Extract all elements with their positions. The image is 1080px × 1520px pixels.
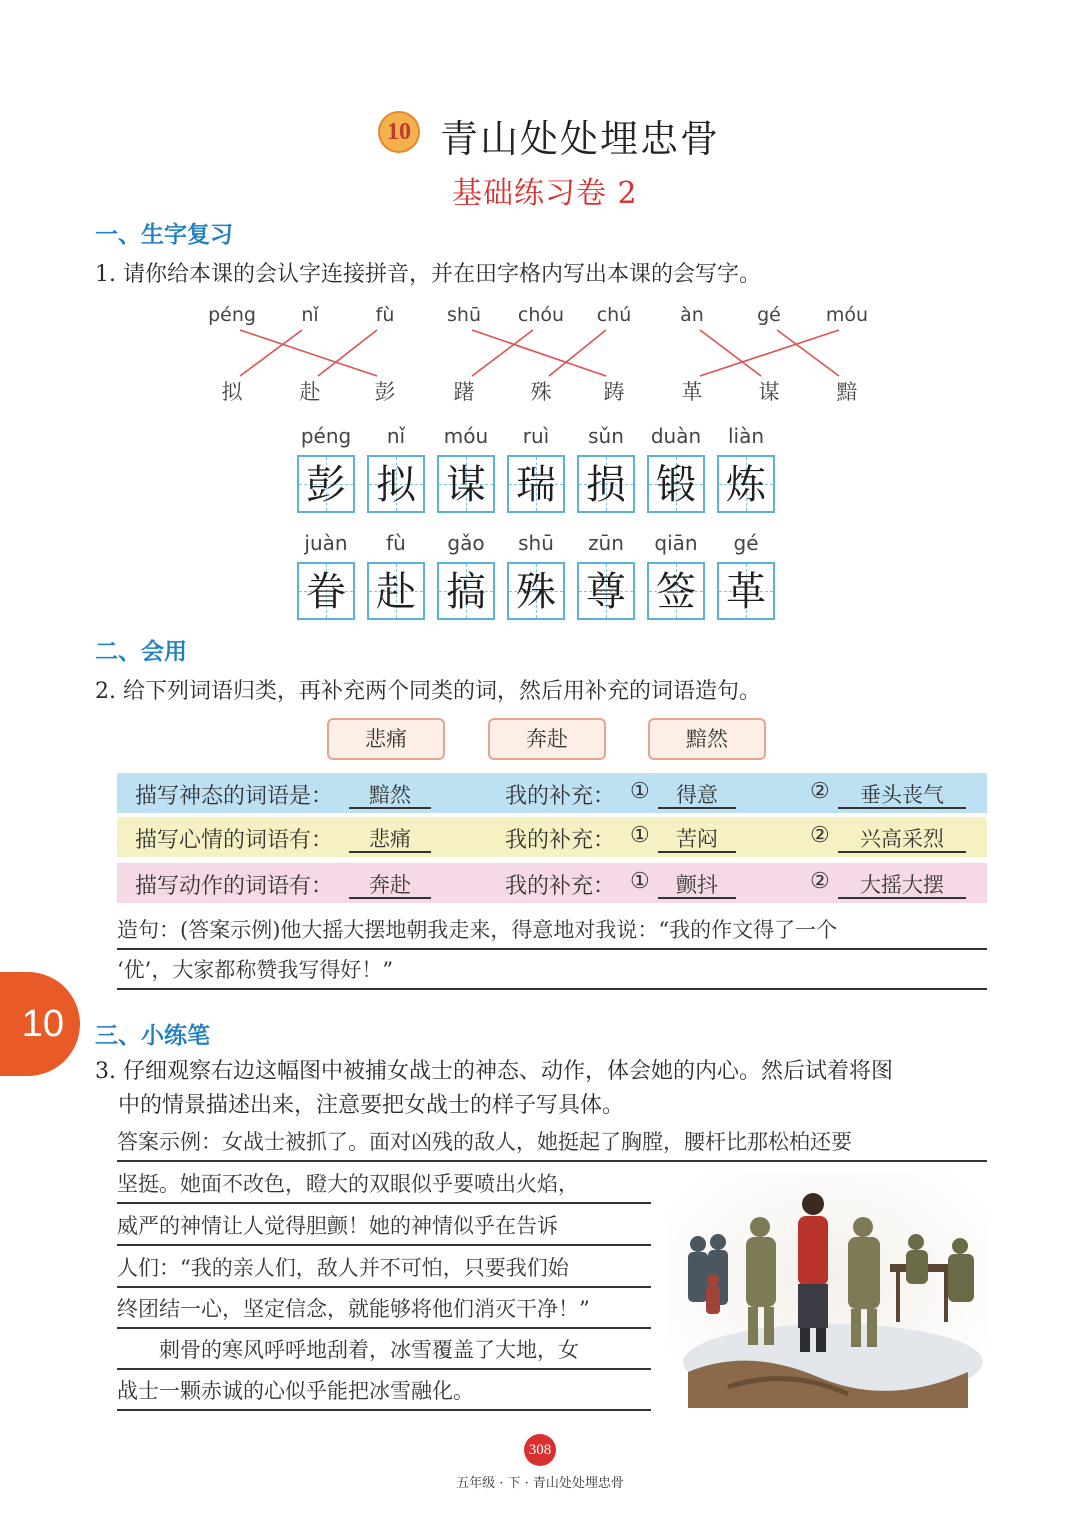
char-bottom-2: 赴: [299, 380, 321, 404]
row-answer: 奔赴: [349, 869, 431, 899]
match-line-4: [472, 330, 606, 376]
row-n2: ②: [810, 779, 830, 804]
classification-row-1: [117, 773, 987, 813]
row-n2: ②: [810, 869, 830, 894]
pinyin-top-9: móu: [825, 304, 869, 326]
pinyin-top-1: péng: [208, 304, 256, 326]
word-box-3: 黯然: [648, 718, 766, 760]
grid-character: 损: [586, 462, 626, 508]
grid-character: 签: [656, 569, 696, 615]
grid-character: 尊: [586, 569, 626, 615]
row-a2: 大摇大摆: [838, 869, 966, 899]
match-line-2: [240, 330, 302, 376]
tianzige-cell: [297, 562, 355, 620]
grid-character: 炼: [726, 462, 766, 508]
answer-line-1: 答案示例：女战士被抓了。面对凶残的敌人，她挺起了胸膛，腰杆比那松柏还要: [117, 1124, 987, 1162]
char-bottom-9: 黯: [836, 380, 858, 404]
grid-pinyin: péng: [300, 424, 352, 448]
tianzige-cell: [367, 562, 425, 620]
grid-pinyin: gǎo: [447, 531, 485, 555]
lesson-title: 青山处处埋忠骨: [440, 117, 721, 161]
grid-pinyin: duàn: [650, 424, 702, 448]
grid-character: 谋: [446, 462, 486, 508]
tianzige-cell: [437, 562, 495, 620]
page-number-badge: 308: [524, 1434, 556, 1466]
grid-pinyin: ruì: [522, 424, 550, 448]
tianzige-cell: [717, 562, 775, 620]
classification-row-3: [117, 863, 987, 903]
word-box-2: 奔赴: [488, 718, 606, 760]
row-n1: ①: [630, 869, 650, 894]
match-line-3: [318, 330, 377, 376]
tianzige-cell: [717, 455, 775, 513]
grid-character: 殊: [516, 569, 556, 615]
pinyin-top-8: gé: [757, 304, 781, 326]
answer-line-5: 终团结一心，坚定信念，就能够将他们消灭干净！”: [117, 1291, 651, 1329]
grid-pinyin: nǐ: [386, 424, 406, 448]
tianzige-cell: [437, 455, 495, 513]
grid-character: 锻: [656, 462, 696, 508]
match-line-6: [549, 330, 606, 376]
section3-heading: 三、小练笔: [95, 1023, 210, 1049]
pinyin-top-2: nǐ: [301, 304, 319, 326]
row-n2: ②: [810, 823, 830, 848]
row-mine-label: 我的补充：: [505, 784, 616, 809]
grid-character: 搞: [446, 569, 486, 615]
char-bottom-7: 革: [681, 380, 703, 404]
char-bottom-5: 殊: [530, 380, 552, 404]
row-n1: ①: [630, 823, 650, 848]
classification-row-2: [117, 817, 987, 857]
pinyin-top-6: chú: [596, 304, 632, 326]
sentence-line-1: 造句：(答案示例)他大摇大摆地朝我走来，得意地对我说：“我的作文得了一个: [117, 912, 987, 950]
tianzige-cell: [577, 562, 635, 620]
grid-pinyin: shū: [518, 531, 554, 555]
pinyin-top-4: shū: [447, 304, 481, 326]
tianzige-cell: [647, 455, 705, 513]
pinyin-top-3: fù: [375, 304, 395, 326]
row-a2: 兴高采烈: [838, 823, 966, 853]
question-3-line2: 中的情景描述出来，注意要把女战士的样子写具体。: [118, 1093, 625, 1118]
footer-caption: 五年级 · 下 · 青山处处埋忠骨: [456, 1476, 624, 1491]
grid-character: 拟: [376, 462, 416, 508]
tianzige-cell: [647, 562, 705, 620]
row-a1: 得意: [658, 779, 736, 809]
row-answer: 黯然: [349, 779, 431, 809]
tianzige-cell: [367, 455, 425, 513]
grid-pinyin: qiān: [654, 531, 698, 555]
sentence-line-2: ‘优’，大家都称赞我写得好！”: [117, 952, 987, 990]
grid-pinyin: fù: [386, 531, 406, 555]
char-bottom-8: 谋: [758, 380, 780, 404]
answer-line-3: 威严的神情让人觉得胆颤！她的神情似乎在告诉: [117, 1208, 651, 1246]
row-answer: 悲痛: [349, 823, 431, 853]
char-bottom-1: 拟: [221, 380, 243, 404]
answer-line-4: 人们：“我的亲人们，敌人并不可怕，只要我们始: [117, 1250, 651, 1288]
grid-pinyin: zūn: [588, 531, 624, 555]
tianzige-cell: [507, 455, 565, 513]
row-a1: 颤抖: [658, 869, 736, 899]
section2-heading: 二、会用: [95, 639, 187, 665]
match-line-9: [700, 330, 839, 376]
question-3-line1: 3. 仔细观察右边这幅图中被捕女战士的神态、动作，体会她的内心。然后试着将图: [95, 1059, 893, 1084]
grid-character: 眷: [306, 569, 346, 615]
row-label: 描写神态的词语是：: [135, 784, 334, 809]
answer-line-2: 坚挺。她面不改色，瞪大的双眼似乎要喷出火焰，: [117, 1166, 651, 1204]
grid-character: 彭: [306, 462, 346, 508]
grid-character: 瑞: [516, 462, 556, 508]
pinyin-top-5: chóu: [517, 304, 565, 326]
char-bottom-4: 躇: [453, 380, 475, 404]
tianzige-cell: [577, 455, 635, 513]
grid-character: 革: [726, 569, 766, 615]
answer-line-6: 刺骨的寒风呼呼地刮着，冰雪覆盖了大地，女: [117, 1332, 651, 1370]
row-n1: ①: [630, 779, 650, 804]
match-line-8: [777, 330, 839, 376]
tianzige-cell: [297, 455, 355, 513]
row-mine-label: 我的补充：: [505, 874, 616, 899]
grid-pinyin: liàn: [727, 424, 765, 448]
grid-pinyin: gé: [733, 531, 759, 555]
grid-pinyin: sǔn: [588, 424, 624, 448]
row-label: 描写动作的词语有：: [135, 874, 334, 899]
match-line-5: [472, 330, 533, 376]
section1-heading: 一、生字复习: [95, 222, 233, 248]
row-label: 描写心情的词语有：: [135, 828, 334, 853]
row-mine-label: 我的补充：: [505, 828, 616, 853]
word-box-1: 悲痛: [327, 718, 445, 760]
answer-line-7: 战士一颗赤诚的心似乎能把冰雪融化。: [117, 1373, 651, 1411]
worksheet-subtitle: 基础练习卷 2: [452, 176, 638, 211]
grid-pinyin: juàn: [304, 531, 348, 555]
chapter-side-tab: 10: [0, 972, 80, 1076]
match-line-7: [700, 330, 761, 376]
lesson-number-badge: 10: [378, 111, 420, 153]
tianzige-cell: [507, 562, 565, 620]
char-bottom-6: 踌: [603, 380, 625, 404]
row-a2: 垂头丧气: [838, 779, 966, 809]
pinyin-top-7: àn: [680, 304, 704, 326]
row-a1: 苦闷: [658, 823, 736, 853]
match-line-1: [240, 330, 377, 376]
char-bottom-3: 彭: [374, 380, 396, 404]
illustration-captured-soldier: [668, 1172, 988, 1408]
grid-character: 赴: [376, 569, 416, 615]
question-2: 2. 给下列词语归类，再补充两个同类的词，然后用补充的词语造句。: [95, 679, 761, 704]
grid-pinyin: móu: [443, 424, 489, 448]
question-1: 1. 请你给本课的会认字连接拼音，并在田字格内写出本课的会写字。: [95, 262, 761, 287]
matching-lines: [0, 0, 1080, 420]
